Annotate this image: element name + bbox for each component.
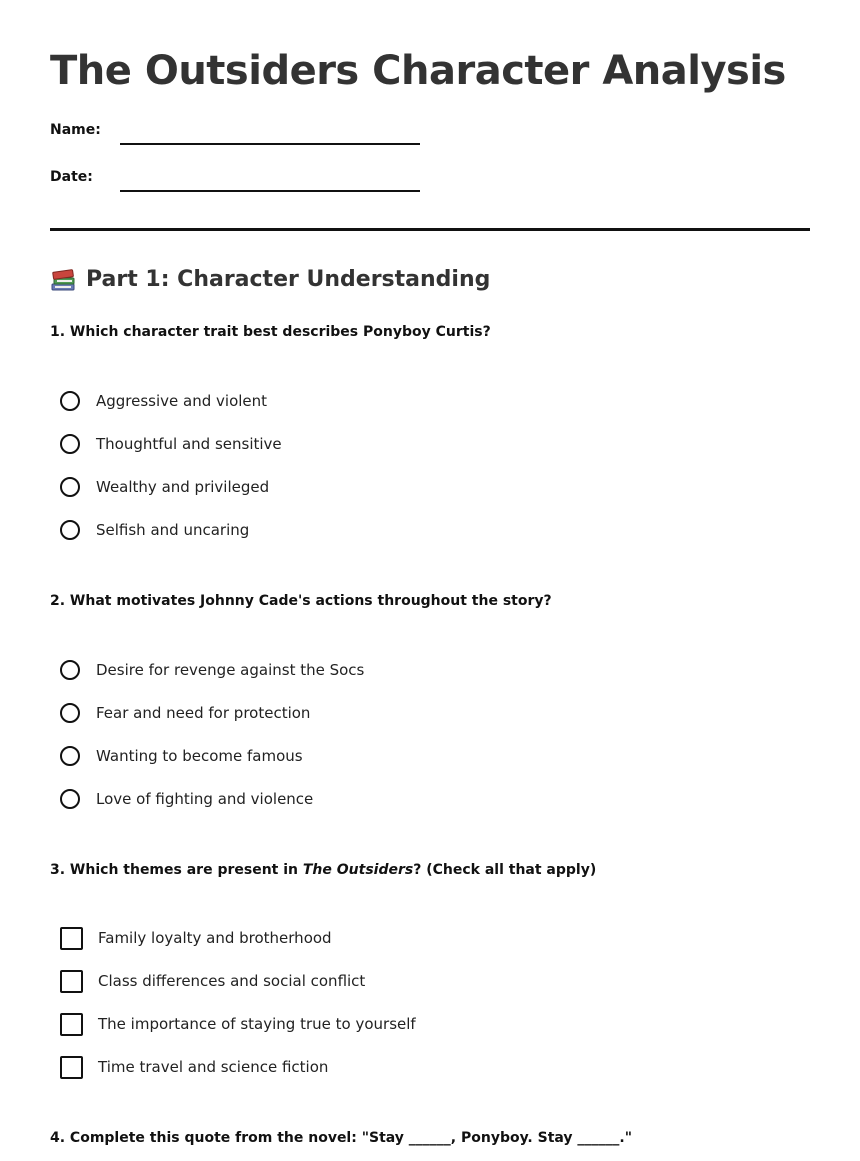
question-1: 1. Which character trait best describes Ponyboy Curtis?	[50, 324, 491, 340]
question-3-text-after: ? (Check all that apply)	[413, 862, 597, 878]
question-3-text-before: 3. Which themes are present in	[50, 862, 303, 878]
radio-button[interactable]	[60, 660, 80, 680]
option-label: Class differences and social conflict	[98, 972, 366, 990]
option-label: Family loyalty and brotherhood	[98, 929, 332, 947]
radio-button[interactable]	[60, 477, 80, 497]
option-label: Selfish and uncaring	[96, 521, 250, 539]
date-field[interactable]	[120, 190, 420, 192]
option-label: Wanting to become famous	[96, 747, 303, 765]
radio-button[interactable]	[60, 789, 80, 809]
page-title: The Outsiders Character Analysis	[50, 48, 786, 94]
section-heading-text: Part 1: Character Understanding	[86, 266, 491, 292]
q1-option-2[interactable]	[60, 431, 282, 457]
radio-button[interactable]	[60, 746, 80, 766]
radio-button[interactable]	[60, 434, 80, 454]
question-2: 2. What motivates Johnny Cade's actions throughout the story?	[50, 593, 552, 609]
q2-option-3[interactable]	[60, 743, 303, 769]
q1-option-4[interactable]	[60, 517, 249, 543]
option-label: Aggressive and violent	[96, 392, 268, 410]
q2-option-2[interactable]	[60, 700, 310, 726]
date-label: Date:	[50, 169, 93, 185]
section-divider	[50, 228, 810, 231]
q3-option-2[interactable]	[60, 968, 365, 994]
q2-option-1[interactable]	[60, 657, 364, 683]
option-label: Fear and need for protection	[96, 704, 311, 722]
checkbox[interactable]	[60, 1056, 83, 1079]
radio-button[interactable]	[60, 703, 80, 723]
q1-option-1[interactable]	[60, 388, 267, 414]
question-4: 4. Complete this quote from the novel: "Stay ______, Ponyboy. Stay ______."	[50, 1130, 633, 1146]
q3-option-4[interactable]	[60, 1054, 328, 1080]
q1-option-3[interactable]	[60, 474, 269, 500]
section-heading	[50, 266, 490, 292]
option-label: Thoughtful and sensitive	[96, 435, 282, 453]
q3-option-1[interactable]	[60, 925, 332, 951]
q3-option-3[interactable]	[60, 1011, 416, 1037]
radio-button[interactable]	[60, 391, 80, 411]
checkbox[interactable]	[60, 927, 83, 950]
checkbox[interactable]	[60, 1013, 83, 1036]
option-label: The importance of staying true to yourself	[98, 1015, 416, 1033]
name-field[interactable]	[120, 143, 420, 145]
q2-option-4[interactable]	[60, 786, 313, 812]
question-3-book-title: The Outsiders	[302, 862, 414, 878]
option-label: Time travel and science fiction	[98, 1058, 329, 1076]
option-label: Desire for revenge against the Socs	[96, 661, 365, 679]
option-label: Wealthy and privileged	[96, 478, 270, 496]
radio-button[interactable]	[60, 520, 80, 540]
books-icon	[50, 266, 76, 292]
checkbox[interactable]	[60, 970, 83, 993]
question-3	[50, 862, 596, 878]
name-label: Name:	[50, 122, 101, 138]
option-label: Love of fighting and violence	[96, 790, 314, 808]
